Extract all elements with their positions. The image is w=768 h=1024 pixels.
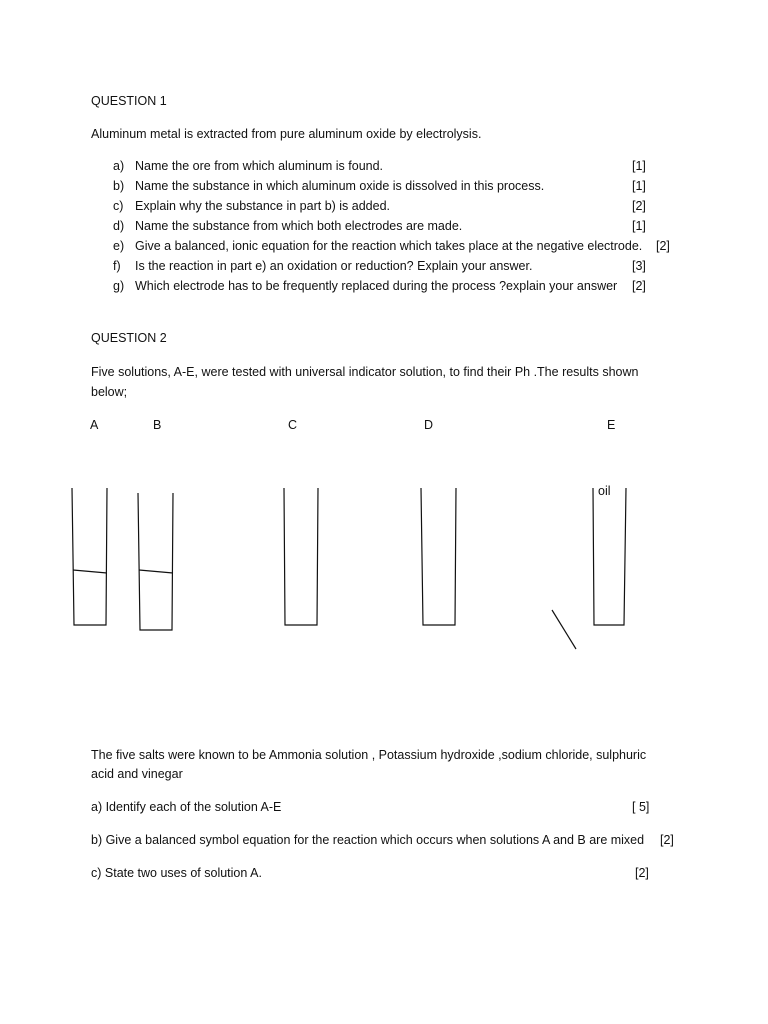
item-mark: [2] bbox=[656, 239, 670, 253]
pointer-line bbox=[552, 610, 576, 649]
part-c-mark: [2] bbox=[635, 866, 649, 880]
salts-line-2: acid and vinegar bbox=[91, 767, 183, 781]
question-1-heading: QUESTION 1 bbox=[91, 94, 167, 108]
test-tube-d bbox=[421, 488, 456, 625]
test-tube-e bbox=[593, 488, 626, 625]
part-b-mark: [2] bbox=[660, 833, 674, 847]
part-a-text: a) Identify each of the solution A-E bbox=[91, 800, 282, 814]
question-2-heading: QUESTION 2 bbox=[91, 331, 167, 345]
item-text: Name the ore from which aluminum is found. bbox=[135, 159, 384, 173]
part-b-text: b) Give a balanced symbol equation for the reaction which occurs when solutions A and B are mixed bbox=[91, 833, 645, 847]
item-text: Explain why the substance in part b) is added. bbox=[135, 199, 391, 213]
question-2-intro-line-2: below; bbox=[91, 385, 128, 399]
item-letter: d) bbox=[113, 219, 125, 233]
item-text: Which electrode has to be frequently replaced during the process ?explain your answer bbox=[135, 279, 618, 293]
item-mark: [2] bbox=[632, 199, 646, 213]
tube-label-b: B bbox=[153, 418, 162, 432]
tube-label-a: A bbox=[90, 418, 99, 432]
item-mark: [2] bbox=[632, 279, 646, 293]
item-letter: e) bbox=[113, 239, 125, 253]
item-letter: f) bbox=[113, 259, 121, 273]
item-text: Name the substance from which both electrodes are made. bbox=[135, 219, 463, 233]
oil-label: oil bbox=[598, 484, 611, 498]
test-tube-b bbox=[138, 493, 173, 630]
tube-label-d: D bbox=[424, 418, 434, 432]
test-tube-c bbox=[284, 488, 318, 625]
item-letter: g) bbox=[113, 279, 125, 293]
item-mark: [1] bbox=[632, 179, 646, 193]
question-2-intro-line-1: Five solutions, A-E, were tested with universal indicator solution, to find their Ph .The results shown bbox=[91, 365, 639, 379]
part-a-mark: [ 5] bbox=[632, 800, 650, 814]
tube-label-c: C bbox=[288, 418, 298, 432]
item-text: Name the substance in which aluminum oxide is dissolved in this process. bbox=[135, 179, 545, 193]
item-mark: [1] bbox=[632, 219, 646, 233]
question-1-intro: Aluminum metal is extracted from pure aluminum oxide by electrolysis. bbox=[91, 127, 482, 141]
item-letter: b) bbox=[113, 179, 125, 193]
item-mark: [3] bbox=[632, 259, 646, 273]
tube-label-e: E bbox=[607, 418, 616, 432]
liquid-level-a bbox=[73, 570, 107, 573]
test-tube-a bbox=[72, 488, 107, 625]
liquid-level-b bbox=[139, 570, 173, 573]
item-text: Give a balanced, ionic equation for the reaction which takes place at the negative electrode. bbox=[135, 239, 643, 253]
salts-line-1: The five salts were known to be Ammonia solution , Potassium hydroxide ,sodium chloride, sulphuric bbox=[91, 748, 647, 762]
item-mark: [1] bbox=[632, 159, 646, 173]
item-text: Is the reaction in part e) an oxidation or reduction? Explain your answer. bbox=[135, 259, 533, 273]
part-c-text: c) State two uses of solution A. bbox=[91, 866, 262, 880]
item-letter: a) bbox=[113, 159, 125, 173]
item-letter: c) bbox=[113, 199, 124, 213]
